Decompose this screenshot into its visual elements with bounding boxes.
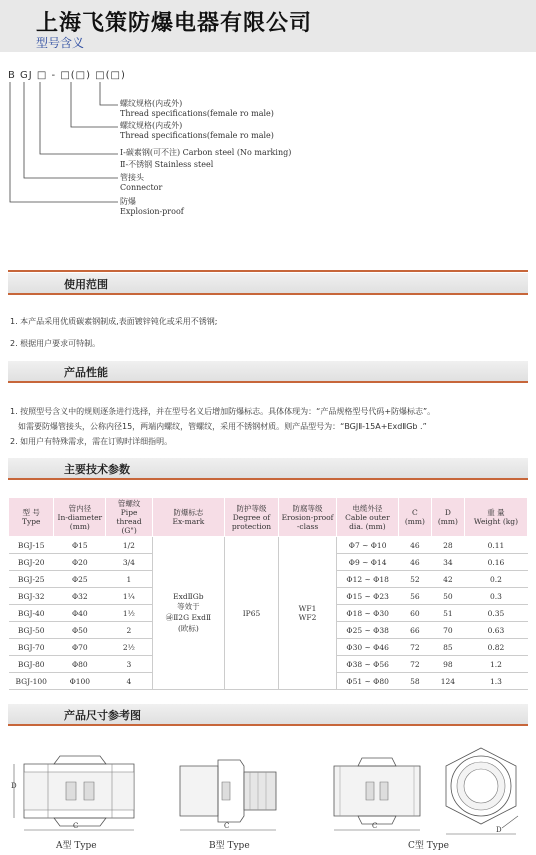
- table-cell: Φ51 ~ Φ80: [336, 673, 398, 690]
- table-cell: BGJ-40: [9, 605, 54, 622]
- company-name: 上海飞策防爆电器有限公司: [36, 10, 313, 36]
- table-cell: 52: [398, 571, 431, 588]
- table-cell: BGJ-70: [9, 639, 54, 656]
- table-cell: Φ70: [54, 639, 106, 656]
- usage-line-2: 2. 根据用户要求可特制。: [10, 339, 101, 348]
- spec-header-3: [153, 498, 225, 537]
- performance-line-1: 1. 按照型号含义中的规则逐条进行选择，并在型号名义后增加防爆标志。具体体现为：“产品规格型号代码+防爆标志”。: [10, 407, 436, 416]
- table-cell: 42: [431, 571, 464, 588]
- table-cell: 98: [431, 656, 464, 673]
- spec-header-en: In-diameter (mm): [57, 512, 103, 531]
- spec-header-cn: 管内径: [68, 503, 92, 513]
- model-item-4: 管接头 Connector: [120, 173, 163, 192]
- spec-header-en: (mm): [437, 517, 458, 526]
- table-cell: 1.2: [464, 656, 527, 673]
- table-cell: 66: [398, 622, 431, 639]
- table-cell: 0.3: [464, 588, 527, 605]
- drawing-type-c: [330, 752, 425, 832]
- model-item-2: 螺纹规格(内或外) Thread specifications(female ro male): [120, 121, 274, 140]
- table-cell: BGJ-20: [9, 554, 54, 571]
- spec-header-1: [54, 498, 106, 537]
- spec-header-cn: C: [412, 508, 418, 517]
- table-cell: Φ50: [54, 622, 106, 639]
- table-cell: 70: [431, 622, 464, 639]
- table-cell: Φ40: [54, 605, 106, 622]
- ex-mark-line: (欧标): [177, 624, 199, 633]
- table-cell: 0.16: [464, 554, 527, 571]
- model-item-5: 防爆 Explosion-proof: [120, 197, 184, 216]
- performance-line-2: 如需要防爆管接头，公称内径15，两端内螺纹，管螺纹，采用不锈钢材质。则产品型号为：“BGJⅡ-15A+ExdⅡGb .”: [18, 422, 427, 431]
- table-cell: 46: [398, 537, 431, 554]
- table-cell: BGJ-25: [9, 571, 54, 588]
- model-item-1: 螺纹规格(内或外) Thread specifications(female ro male): [120, 99, 274, 118]
- table-cell: 1/2: [106, 537, 153, 554]
- model-item-3: Ⅰ-碳素钢(可不注) Carbon steel (No marking) Ⅱ-不锈钢 Stainless steel: [120, 148, 292, 169]
- table-cell: Φ12 ~ Φ18: [336, 571, 398, 588]
- spec-header-cn: 型 号: [22, 508, 40, 517]
- spec-header-0: [9, 498, 54, 537]
- table-cell: Φ80: [54, 656, 106, 673]
- table-cell: 72: [398, 656, 431, 673]
- caption-type-b: B型 Type: [209, 841, 250, 851]
- table-cell: Φ25: [54, 571, 106, 588]
- table-cell: 0.82: [464, 639, 527, 656]
- table-cell: 1½: [106, 605, 153, 622]
- table-cell: 4: [106, 673, 153, 690]
- spec-header-cn: 防爆标志: [173, 508, 204, 517]
- spec-header-cn: 管螺纹: [117, 499, 141, 508]
- drawing-b-dim-c: C: [224, 822, 230, 830]
- spec-header-8: [431, 498, 464, 537]
- table-cell: 34: [431, 554, 464, 571]
- spec-header-6: [336, 498, 398, 537]
- table-cell: 85: [431, 639, 464, 656]
- ex-mark-line: 等效于: [177, 602, 200, 611]
- section-performance: 产品性能: [8, 361, 528, 383]
- drawing-type-b: [170, 752, 285, 832]
- erosion-line: WF1: [298, 604, 317, 613]
- table-cell: 3: [106, 656, 153, 673]
- table-cell: Φ7 ~ Φ10: [336, 537, 398, 554]
- table-cell: Φ15: [54, 537, 106, 554]
- table-cell: Φ30 ~ Φ46: [336, 639, 398, 656]
- ex-mark-line: ExdⅡGb: [173, 592, 204, 601]
- caption-type-c: C型 Type: [408, 841, 449, 851]
- table-cell: 0.63: [464, 622, 527, 639]
- table-cell: BGJ-80: [9, 656, 54, 673]
- table-cell: 60: [398, 605, 431, 622]
- table-cell: BGJ-100: [9, 673, 54, 690]
- table-cell: 1¼: [106, 588, 153, 605]
- spec-table-header: [9, 498, 528, 537]
- spec-header-cn: 防腐等级: [292, 503, 323, 513]
- table-cell: 72: [398, 639, 431, 656]
- spec-header-cn: D: [444, 508, 451, 517]
- spec-header-en: Erosion-proof -class: [281, 512, 334, 531]
- table-cell: Φ25 ~ Φ38: [336, 622, 398, 639]
- table-cell: 0.2: [464, 571, 527, 588]
- model-code: B GJ □ - □(□) □(□): [8, 70, 126, 81]
- model-code-leader-lines: [0, 80, 140, 210]
- section-usage: 使用范围: [8, 273, 528, 295]
- table-cell: Φ15 ~ Φ23: [336, 588, 398, 605]
- table-cell: 46: [398, 554, 431, 571]
- table-cell: 0.11: [464, 537, 527, 554]
- table-cell: 58: [398, 673, 431, 690]
- usage-line-1: 1. 本产品采用优质碳素钢制成,表面镀锌钝化或采用不锈钢;: [10, 317, 218, 326]
- table-cell: 1.3: [464, 673, 527, 690]
- spec-header-en: Degree of protection: [231, 512, 272, 531]
- table-cell: BGJ-15: [9, 537, 54, 554]
- table-cell: 0.35: [464, 605, 527, 622]
- drawing-type-c-end-view: [436, 744, 526, 836]
- spec-header-en: Pipe thread (G"): [116, 508, 142, 535]
- table-cell: 124: [431, 673, 464, 690]
- ex-mark-cell: [153, 537, 225, 690]
- table-cell: 56: [398, 588, 431, 605]
- spec-header-en: Type: [21, 517, 41, 526]
- drawing-type-a: [8, 752, 143, 832]
- protection-cell: IP65: [224, 537, 278, 690]
- table-cell: Φ18 ~ Φ30: [336, 605, 398, 622]
- ex-mark-line: ㉺Ⅱ2G ExdⅡ: [165, 613, 212, 622]
- spec-header-7: [398, 498, 431, 537]
- erosion-line: WF2: [298, 613, 317, 622]
- spec-header-en: Cable outer dia. (mm): [345, 512, 390, 531]
- spec-header-cn: 电缆外径: [352, 503, 383, 513]
- table-cell: Φ9 ~ Φ14: [336, 554, 398, 571]
- table-cell: 51: [431, 605, 464, 622]
- drawing-c-dim-d: D: [496, 826, 502, 834]
- table-cell: BGJ-50: [9, 622, 54, 639]
- spec-header-5: [279, 498, 337, 537]
- spec-header-en: Ex-mark: [172, 517, 205, 526]
- page-subtitle: 型号含义: [36, 36, 85, 50]
- spec-header-cn: 重 量: [487, 508, 505, 517]
- table-cell: Φ20: [54, 554, 106, 571]
- erosion-cell: [279, 537, 337, 690]
- table-cell: BGJ-32: [9, 588, 54, 605]
- section-drawings: 产品尺寸参考图: [8, 704, 528, 726]
- table-cell: Φ100: [54, 673, 106, 690]
- caption-type-a: A型 Type: [56, 841, 97, 851]
- drawing-a-dim-c: C: [73, 822, 79, 830]
- section-divider: [8, 270, 528, 272]
- spec-header-en: Weight (kg): [473, 517, 519, 526]
- section-specs: 主要技术参数: [8, 458, 528, 480]
- spec-header-9: [464, 498, 527, 537]
- table-row: [9, 537, 528, 554]
- drawing-a-dim-d: D: [11, 782, 17, 790]
- table-cell: 3/4: [106, 554, 153, 571]
- spec-table: [8, 497, 528, 690]
- table-cell: 50: [431, 588, 464, 605]
- table-cell: 28: [431, 537, 464, 554]
- spec-header-2: [106, 498, 153, 537]
- spec-header-en: (mm): [404, 517, 425, 526]
- table-cell: 2½: [106, 639, 153, 656]
- spec-header-4: [224, 498, 278, 537]
- table-cell: 1: [106, 571, 153, 588]
- table-cell: 2: [106, 622, 153, 639]
- table-cell: Φ32: [54, 588, 106, 605]
- performance-line-3: 2. 如用户有特殊需求，需在订购时详细指明。: [10, 437, 173, 446]
- spec-header-cn: 防护等级: [236, 503, 267, 513]
- table-cell: Φ38 ~ Φ56: [336, 656, 398, 673]
- drawing-c-dim-c: C: [372, 822, 378, 830]
